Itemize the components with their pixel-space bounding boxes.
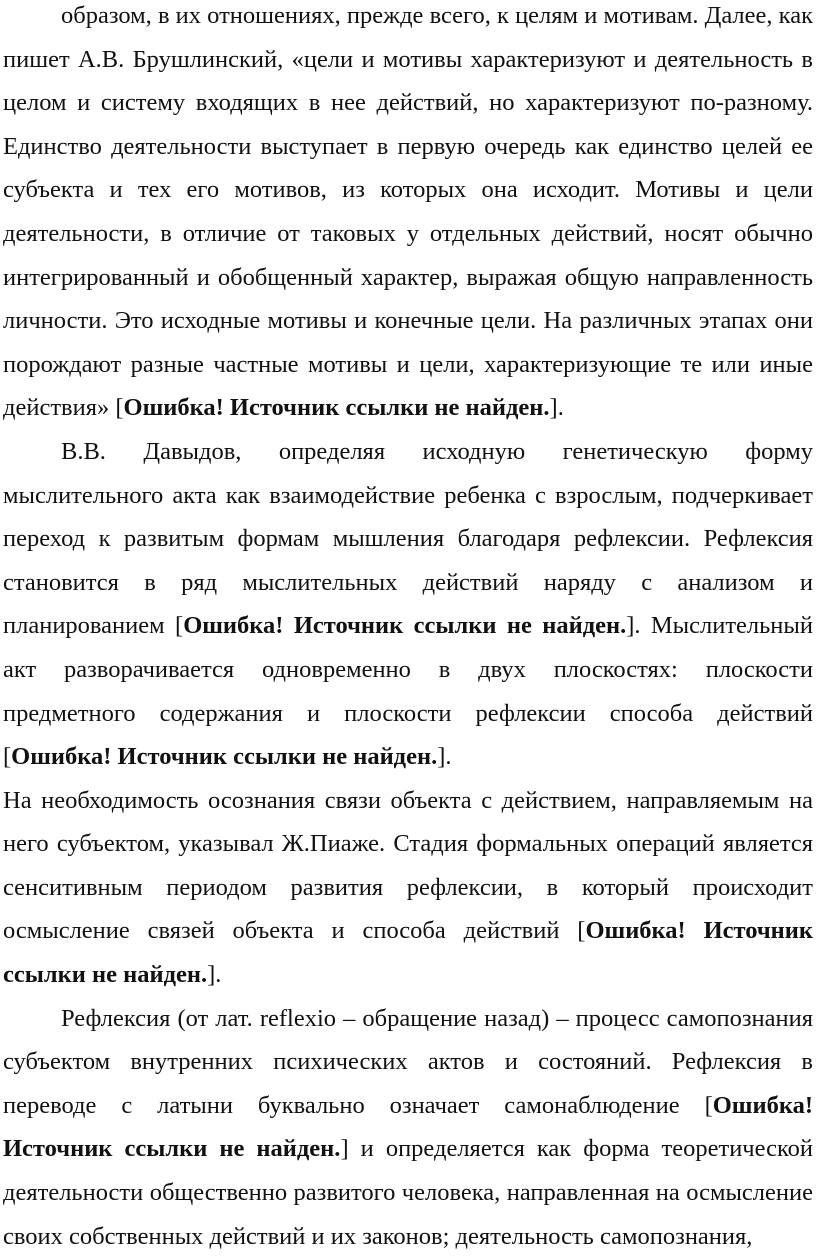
reference-error-4: Ошибка! Источник ссылки не найден. (3, 917, 813, 989)
reference-error-3: Ошибка! Источник ссылки не найден. (11, 743, 438, 771)
paragraph-1-tail: ]. (549, 394, 564, 422)
reference-error-5: Ошибка! Источник ссылки не найден. (3, 1091, 813, 1163)
paragraph-2-tail: ]. (437, 743, 452, 771)
reference-error-2: Ошибка! Источник ссылки не найден. (183, 612, 627, 640)
paragraph-1-text: образом, в их отношениях, прежде всего, к целям и мотивам. Далее, как пишет А.В. Брушлинский, «цели и мотивы характеризуют и деятельность в целом и систему входящих в нее действий, но характеризуют по-разному. Единство деятельности выступает в первую очередь как единство целей ее субъекта и тех его мотивов, из которых она исходит. Мотивы и цели деятельности, в отличие от таковых у отдельных действий, носят обычно интегрированный и обобщенный характер, выражая общую направленность личности. Это исходные мотивы и конечные цели. На различных этапах они порождают разные частные мотивы и цели, характеризующие те или иные действия» [ (3, 2, 813, 422)
reference-error-1: Ошибка! Источник ссылки не найден. (123, 394, 550, 422)
paragraph-2-middle: ]. Мыслительный акт разворачивается одновременно в двух плоскостях: плоскости предметного содержания и плоскости рефлексии способа действий [ (3, 612, 813, 771)
paragraph-4 (3, 997, 813, 1258)
paragraph-3-tail: ]. (207, 961, 222, 989)
paragraph-2 (3, 430, 813, 779)
paragraph-4-tail: ] и определяется как форма теоретической деятельности общественно развитого человека, направленная на осмысление своих собственных действий и их законов; деятельность самопознания, (3, 1135, 813, 1250)
paragraph-3 (3, 779, 813, 997)
paragraph-4-text: Рефлексия (от лат. reflexio – обращение назад) – процесс самопознания субъектом внутренних психических актов и состояний. Рефлексия в переводе с латыни буквально означает самонаблюдение [ (3, 1004, 813, 1119)
document-page (3, 0, 813, 1258)
paragraph-1 (3, 0, 813, 430)
paragraph-2-text: В.В. Давыдов, определяя исходную генетическую форму мыслительного акта как взаимодействие ребенка с взрослым, подчеркивает переход к развитым формам мышления благодаря рефлексии. Рефлексия становится в ряд мыслительных действий наряду с анализом и планированием [ (3, 437, 813, 640)
paragraph-3-text: На необходимость осознания связи объекта с действием, направляемым на него субъектом, указывал Ж.Пиаже. Стадия формальных операций является сенситивным периодом развития рефлексии, в который происходит осмысление связей объекта и способа действий [ (3, 786, 813, 945)
